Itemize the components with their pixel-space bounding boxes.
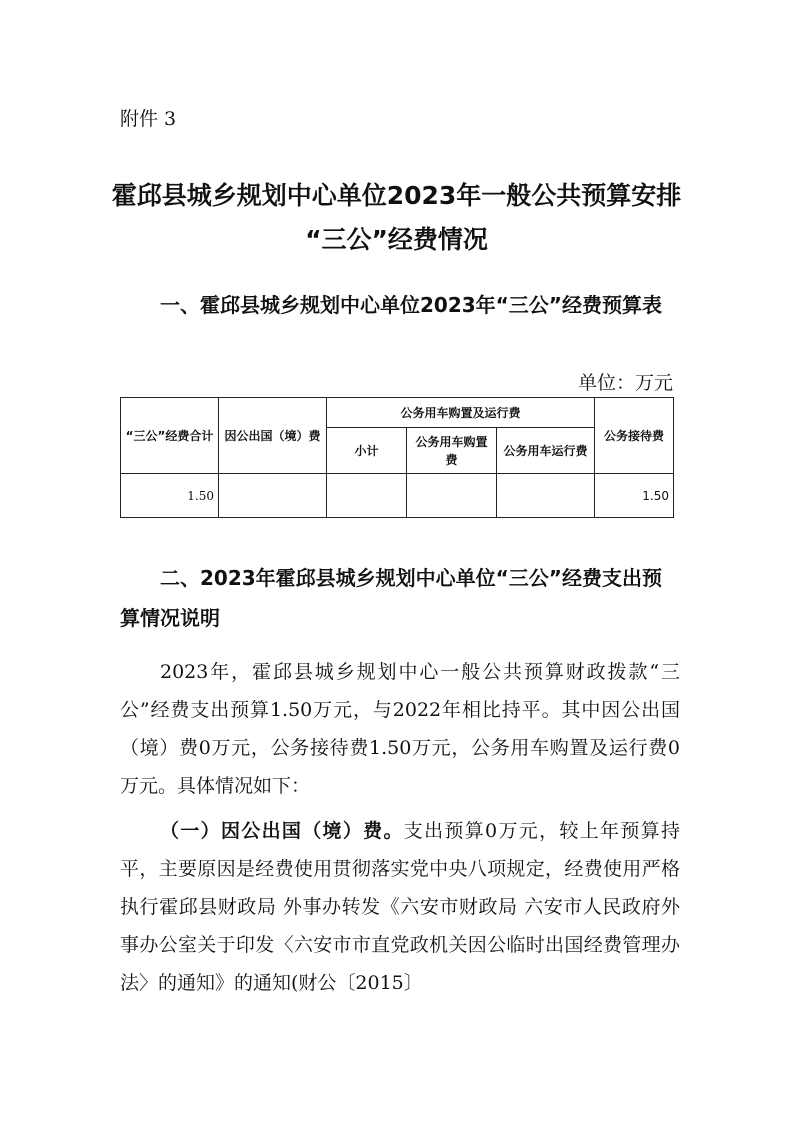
budget-table [120,397,674,518]
cell-abroad [219,474,327,518]
paragraph-abroad [120,812,680,1002]
header-vehicle-group: 公务用车购置及运行费 [327,398,595,428]
paragraph-abroad-body: 支出预算0万元，较上年预算持平，主要原因是经费使用贯彻落实党中央八项规定，经费使用严格执行霍邱县财政局 外事办转发《六安市财政局 六安市人民政府外事办公室关于印发〈六安市市直党政机关因公临时出国经费管理办法〉的通知》的通知(财公〔2015〕 [120,820,680,994]
header-total: “三公”经费合计 [121,398,219,474]
header-subtotal: 小计 [327,428,407,474]
section2-heading: 二、2023年霍邱县城乡规划中心单位“三公”经费支出预算情况说明 [120,566,662,630]
cell-vehicle-purchase [407,474,497,518]
attachment-label: 附件 3 [120,108,177,130]
cell-total: 1.50 [121,474,219,518]
section1-heading: 一、霍邱县城乡规划中心单位2023年“三公”经费预算表 [160,293,662,317]
cell-reception: 1.50 [595,474,674,518]
header-reception: 公务接待费 [595,398,674,474]
header-vehicle-purchase: 公务用车购置费 [407,428,497,474]
document-title-line1: 霍邱县城乡规划中心单位2023年一般公共预算安排 [111,181,682,210]
cell-subtotal [327,474,407,518]
header-vehicle-operation: 公务用车运行费 [497,428,595,474]
paragraph-summary: 2023年，霍邱县城乡规划中心一般公共预算财政拨款“三公”经费支出预算1.50万元，与2022年相比持平。其中因公出国（境）费0万元，公务接待费1.50万元，公务用车购置及运行费0万元。具体情况如下： [120,661,680,797]
header-abroad: 因公出国（境）费 [219,398,327,474]
cell-vehicle-operation [497,474,595,518]
paragraph-abroad-lead: （一）因公出国（境）费。 [160,820,404,842]
document-title-line2: “三公”经费情况 [305,225,488,254]
unit-label: 单位：万元 [577,372,673,394]
